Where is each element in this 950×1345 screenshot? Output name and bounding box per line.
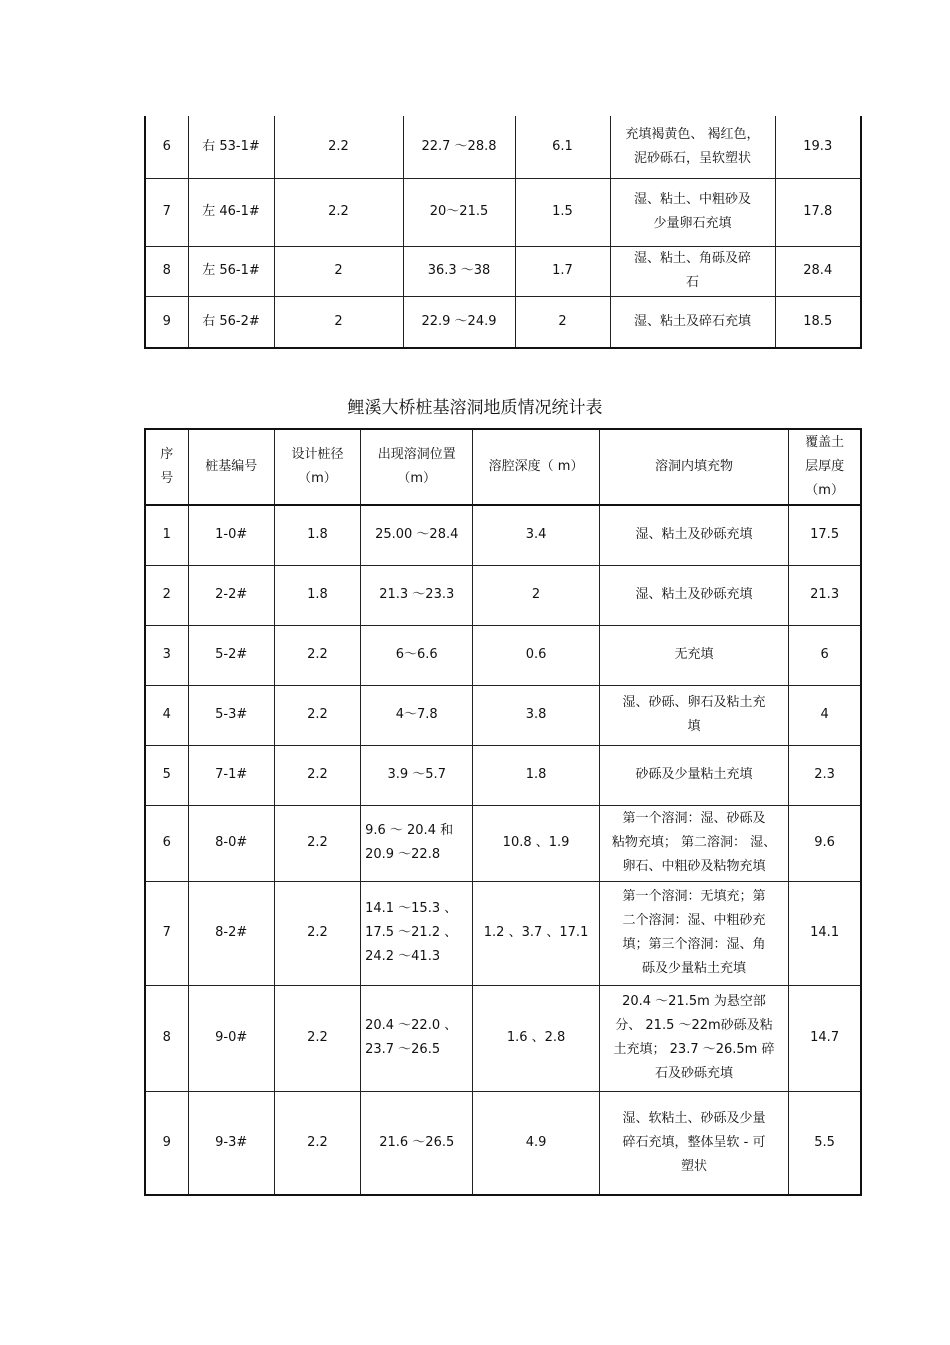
table-cell: 3 xyxy=(145,625,188,685)
table-cell: 2.2 xyxy=(274,625,360,685)
cell-line: 湿、粘土及砂砾充填 xyxy=(635,527,753,543)
header-position-line: 出现溶洞位置 xyxy=(377,447,456,462)
table-row xyxy=(145,745,861,805)
table-cell: 8-0# xyxy=(188,805,274,881)
table-cell xyxy=(599,625,789,685)
table-cell: 5-3# xyxy=(188,685,274,745)
header-cover-line: （m） xyxy=(805,483,844,498)
header-diameter-line: 设计桩径 xyxy=(291,447,344,462)
header-cover xyxy=(789,429,861,505)
table-cell: 2.2 xyxy=(274,745,360,805)
cell-line: 4～7.8 xyxy=(395,707,438,722)
table-cell xyxy=(361,985,473,1091)
table-cell: 4 xyxy=(789,685,861,745)
cell-line: 少量卵石充填 xyxy=(653,216,732,231)
header-diameter-line: （m） xyxy=(298,471,337,486)
table-cell: 1.5 xyxy=(515,178,610,246)
cell-line: 20.9 ～22.8 xyxy=(365,847,441,862)
table-cell: 17.8 xyxy=(775,178,861,246)
table-cell: 8 xyxy=(145,246,188,296)
table-cell: 17.5 xyxy=(789,505,861,565)
table-cell xyxy=(599,565,789,625)
table-row xyxy=(145,985,861,1091)
table-karst-body xyxy=(145,505,861,1195)
table-cell xyxy=(361,565,473,625)
table-cell: 1-0# xyxy=(188,505,274,565)
header-id xyxy=(188,429,274,505)
table-cell: 2 xyxy=(473,565,599,625)
cell-line: 湿、砂砾、卵石及粘土充 xyxy=(622,695,766,710)
table-continuation xyxy=(144,116,862,349)
table-cell xyxy=(599,805,789,881)
cell-line: 20.4 ～22.0 、 xyxy=(365,1018,458,1033)
cell-line: 9.6 ～ 20.4 和 xyxy=(365,823,454,838)
table-cell: 7-1# xyxy=(188,745,274,805)
table-cell xyxy=(361,881,473,985)
table-cell: 左 56-1# xyxy=(188,246,274,296)
table-cell: 7 xyxy=(145,881,188,985)
table-cell xyxy=(599,745,789,805)
table-karst-statistics xyxy=(144,428,862,1196)
cell-line: 湿、软粘土、砂砾及少量 xyxy=(622,1110,766,1126)
table-cell xyxy=(599,685,789,745)
table-cell xyxy=(361,805,473,881)
cell-line: 填；第三个溶洞：湿、角 xyxy=(622,937,766,952)
table-cell: 4.9 xyxy=(473,1091,599,1195)
table-cell: 2 xyxy=(274,246,403,296)
header-depth-line: 溶腔深度（ m） xyxy=(488,459,584,474)
table-cell xyxy=(599,985,789,1091)
table-cell: 9.6 xyxy=(789,805,861,881)
cell-line: 25.00 ～28.4 xyxy=(375,527,459,543)
table-cell: 1 xyxy=(145,505,188,565)
table-cell: 5-2# xyxy=(188,625,274,685)
table-cell: 3.8 xyxy=(473,685,599,745)
header-position xyxy=(361,429,473,505)
header-fill xyxy=(599,429,789,505)
header-cover-line: 覆盖土 xyxy=(805,435,845,450)
cell-line: 砂砾及少量粘土充填 xyxy=(635,767,753,782)
header-id-line: 桩基编号 xyxy=(205,459,258,474)
table-row xyxy=(145,1091,861,1195)
table-cell: 7 xyxy=(145,178,188,246)
table-cell: 9-0# xyxy=(188,985,274,1091)
header-no xyxy=(145,429,188,505)
table-title: 鲤溪大桥桩基溶洞地质情况统计表 xyxy=(347,398,603,418)
table-cell xyxy=(361,505,473,565)
table-cell: 14.7 xyxy=(789,985,861,1091)
cell-line: 二个溶洞：湿、中粗砂充 xyxy=(622,913,766,928)
table-cell xyxy=(361,625,473,685)
cell-line: 3.9 ～5.7 xyxy=(387,767,446,782)
table-row xyxy=(145,116,861,178)
table-cell: 2.2 xyxy=(274,178,403,246)
table-cell: 18.5 xyxy=(775,296,861,348)
table-cell: 10.8 、1.9 xyxy=(473,805,599,881)
table-cell: 1.7 xyxy=(515,246,610,296)
cell-line: 21.6 ～26.5 xyxy=(379,1134,455,1150)
table-row xyxy=(145,625,861,685)
table-cell: 21.3 xyxy=(789,565,861,625)
table-cell: 22.7 ～28.8 xyxy=(403,116,515,178)
table-cell: 2 xyxy=(145,565,188,625)
table-row xyxy=(145,296,861,348)
table-cell: 0.6 xyxy=(473,625,599,685)
cell-line: 泥砂砾石，呈软塑状 xyxy=(633,150,751,166)
cell-line: 填 xyxy=(687,719,701,734)
table-cell: 1.8 xyxy=(274,505,360,565)
table-cell xyxy=(599,881,789,985)
table-cell: 22.9 ～24.9 xyxy=(403,296,515,348)
table-cell: 2-2# xyxy=(188,565,274,625)
table-cell: 2.2 xyxy=(274,985,360,1091)
table-cell: 8-2# xyxy=(188,881,274,985)
header-depth xyxy=(473,429,599,505)
cell-line: 21.3 ～23.3 xyxy=(379,587,455,602)
table-cell: 3.4 xyxy=(473,505,599,565)
table-cell: 右 53-1# xyxy=(188,116,274,178)
cell-line: 20.4 ～21.5m 为悬空部 xyxy=(622,994,766,1009)
table-cell: 1.8 xyxy=(473,745,599,805)
cell-line: 砾及少量粘土充填 xyxy=(641,961,746,976)
table-cell: 9 xyxy=(145,296,188,348)
table-cell xyxy=(361,685,473,745)
table-cell xyxy=(361,1091,473,1195)
table-cell: 9-3# xyxy=(188,1091,274,1195)
table-row xyxy=(145,685,861,745)
table-cell: 2.2 xyxy=(274,805,360,881)
header-cover-line: 层厚度 xyxy=(805,459,845,474)
cell-line: 湿、粘土及砂砾充填 xyxy=(635,587,753,602)
table-cell: 2.2 xyxy=(274,1091,360,1195)
header-diameter xyxy=(274,429,360,505)
table-header-row xyxy=(145,429,861,505)
table-cell: 6.1 xyxy=(515,116,610,178)
cell-line: 湿、粘土、角砾及碎 xyxy=(633,251,751,266)
table-cell xyxy=(599,1091,789,1195)
table-cell: 4 xyxy=(145,685,188,745)
table-cell: 左 46-1# xyxy=(188,178,274,246)
cell-line: 湿、粘土、中粗砂及 xyxy=(633,192,751,207)
table-cell: 2.2 xyxy=(274,685,360,745)
table-row xyxy=(145,178,861,246)
table-cell: 6 xyxy=(789,625,861,685)
table-cell xyxy=(610,296,775,348)
table-cell: 20～21.5 xyxy=(403,178,515,246)
cell-line: 碎石充填，整体呈软 - 可 xyxy=(622,1134,766,1150)
table-cell: 14.1 xyxy=(789,881,861,985)
cell-line: 6～6.6 xyxy=(395,647,438,662)
cell-line: 塑状 xyxy=(680,1158,707,1174)
table-cell xyxy=(361,745,473,805)
table-cell: 2.3 xyxy=(789,745,861,805)
cell-line: 14.1 ～15.3 、 xyxy=(365,901,458,916)
table-cell xyxy=(610,116,775,178)
table-cell: 19.3 xyxy=(775,116,861,178)
table-cell xyxy=(599,505,789,565)
table-cell: 2 xyxy=(515,296,610,348)
table-cell xyxy=(610,178,775,246)
table-row xyxy=(145,565,861,625)
cell-line: 卵石、中粗砂及粘物充填 xyxy=(622,859,766,874)
header-fill-line: 溶洞内填充物 xyxy=(654,459,733,474)
table-cell: 2.2 xyxy=(274,116,403,178)
table-cell: 8 xyxy=(145,985,188,1091)
cell-line: 无充填 xyxy=(674,647,714,662)
table-cell: 6 xyxy=(145,805,188,881)
table-continuation-body xyxy=(145,116,861,348)
cell-line: 石 xyxy=(685,275,699,290)
table-cell: 36.3 ～38 xyxy=(403,246,515,296)
cell-line: 23.7 ～26.5 xyxy=(365,1042,441,1057)
table-cell: 右 56-2# xyxy=(188,296,274,348)
table-row xyxy=(145,881,861,985)
cell-line: 第一个溶洞：湿、砂砾及 xyxy=(622,811,766,826)
table-cell: 1.2 、3.7 、17.1 xyxy=(473,881,599,985)
header-position-line: （m） xyxy=(397,471,437,486)
cell-line: 石及砂砾充填 xyxy=(654,1066,733,1081)
cell-line: 17.5 ～21.2 、 xyxy=(365,925,458,940)
table-cell: 9 xyxy=(145,1091,188,1195)
cell-line: 湿、粘土及碎石充填 xyxy=(633,313,751,329)
header-no-line: 序 xyxy=(160,447,174,462)
cell-line: 充填褐黄色、 褐红色， xyxy=(625,126,760,142)
table-cell: 2 xyxy=(274,296,403,348)
header-no-line: 号 xyxy=(160,471,174,486)
table-row xyxy=(145,805,861,881)
cell-line: 分、 21.5 ～22m砂砾及粘 xyxy=(615,1018,773,1033)
table-cell: 1.6 、2.8 xyxy=(473,985,599,1091)
table-cell: 5 xyxy=(145,745,188,805)
table-cell xyxy=(610,246,775,296)
table-cell: 28.4 xyxy=(775,246,861,296)
table-cell: 5.5 xyxy=(789,1091,861,1195)
table-cell: 2.2 xyxy=(274,881,360,985)
cell-line: 24.2 ～41.3 xyxy=(365,949,441,964)
cell-line: 第一个溶洞：无填充；第 xyxy=(622,889,766,904)
table-row xyxy=(145,246,861,296)
table-row xyxy=(145,505,861,565)
cell-line: 粘物充填； 第二溶洞： 湿、 xyxy=(611,835,777,850)
cell-line: 土充填； 23.7 ～26.5m 碎 xyxy=(613,1042,775,1057)
table-cell: 6 xyxy=(145,116,188,178)
table-cell: 1.8 xyxy=(274,565,360,625)
